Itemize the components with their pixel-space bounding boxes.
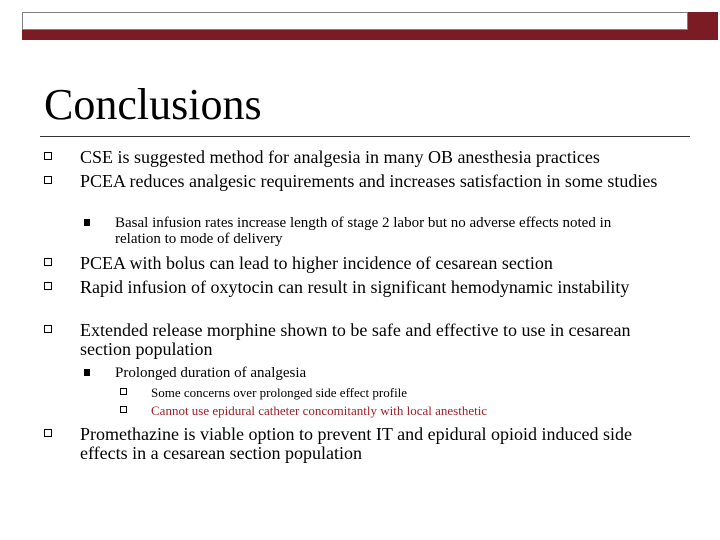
filled-square-bullet-icon bbox=[84, 219, 90, 226]
filled-square-bullet-icon bbox=[84, 369, 90, 376]
bullet-text: Basal infusion rates increase length of stage 2 labor but no adverse effects noted in relation to mode of delivery bbox=[115, 215, 612, 247]
bullet-text: Extended release morphine shown to be safe and effective to use in cesarean section population bbox=[80, 320, 631, 359]
bullet-text: Rapid infusion of oxytocin can result in significant hemodynamic instability bbox=[80, 277, 630, 297]
hollow-square-bullet-icon bbox=[44, 152, 52, 160]
hollow-square-bullet-icon bbox=[44, 176, 52, 184]
hollow-square-bullet-icon bbox=[44, 325, 52, 333]
bullet-text: CSE is suggested method for analgesia in many OB anesthesia practices bbox=[80, 147, 600, 167]
hollow-square-bullet-icon bbox=[44, 258, 52, 266]
hollow-square-bullet-icon bbox=[44, 282, 52, 290]
bullet-text: Cannot use epidural catheter concomitantly with local anesthetic bbox=[151, 403, 488, 418]
hollow-square-bullet-icon bbox=[120, 388, 127, 395]
hollow-square-bullet-icon bbox=[44, 429, 52, 437]
slide-title: Conclusions bbox=[44, 80, 262, 129]
bullet-text: Some concerns over prolonged side effect profile bbox=[151, 385, 408, 400]
bullet-text: Promethazine is viable option to prevent IT and epidural opioid induced side effects in a cesarean section population bbox=[80, 424, 633, 463]
bullet-text: PCEA with bolus can lead to higher incidence of cesarean section bbox=[80, 253, 553, 273]
bullet-text: Prolonged duration of analgesia bbox=[115, 365, 307, 381]
hollow-square-bullet-icon bbox=[120, 406, 127, 413]
bullet-text: PCEA reduces analgesic requirements and increases satisfaction in some studies bbox=[80, 171, 658, 191]
